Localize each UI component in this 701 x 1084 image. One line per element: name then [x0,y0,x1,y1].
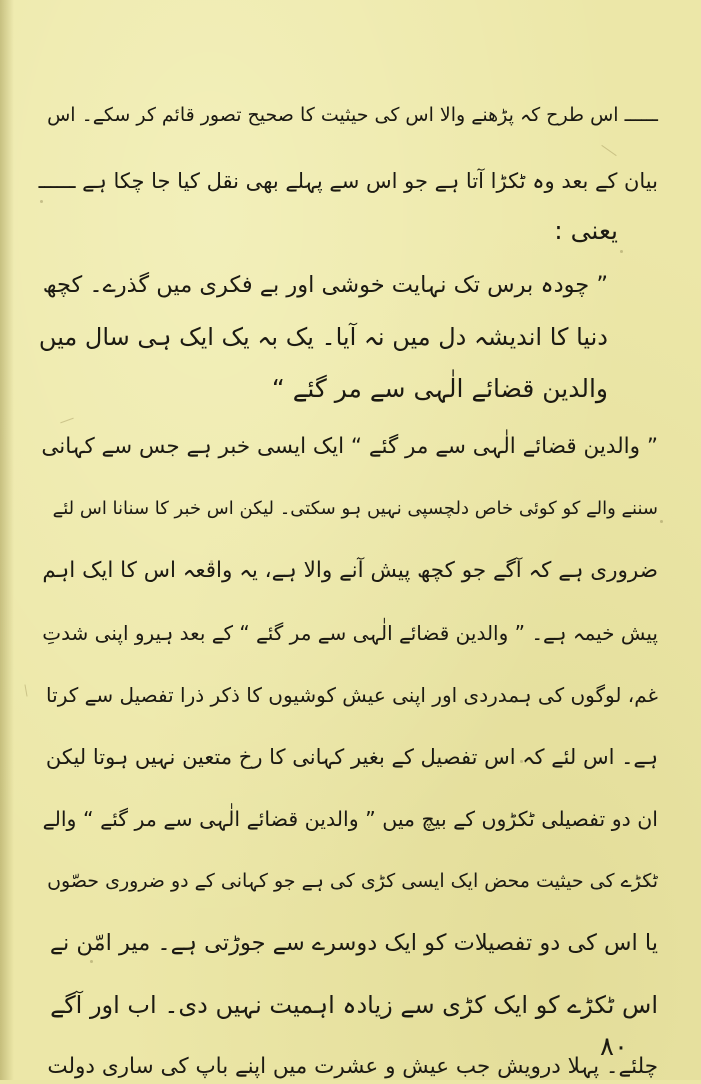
page-number: ۸۰ [600,1032,628,1062]
text-line: ٹکڑے کی حیثیت محض ایک ایسی کڑی کی ہے جو کہانی کے دو ضروری حصّوں [47,870,658,892]
text-line: چلئے۔ پہلا درویش جب عیش و عشرت میں اپنے باپ کی ساری دولت [47,1054,658,1079]
text-line: یا اس کی دو تفصیلات کو ایک دوسرے سے جوڑتی ہے۔ میر امّن نے [49,930,658,956]
text-line: ضروری ہے کہ آگے جو کچھ پیش آنے والا ہے، یہ واقعہ اس کا ایک اہم [42,558,658,583]
text-line: بیان کے بعد وہ ٹکڑا آتا ہے جو اس سے پہلے بھی نقل کیا جا چکا ہے ــــــ [38,169,658,193]
text-line: غم، لوگوں کی ہمدردی اور اپنی عیش کوشیوں کا ذکر ذرا تفصیل سے کرتا [46,683,658,707]
paper-speck [40,200,43,203]
paper-speck [90,960,93,963]
text-line: ان دو تفصیلی ٹکڑوں کے بیچ میں ” والدین قضائے الٰہی سے مر گئے “ والے [42,807,658,831]
quote-line: والدین قضائے الٰہی سے مر گئے “ [271,374,608,403]
paper-fiber [601,145,616,156]
paper-speck [620,250,623,253]
text-line: سننے والے کو کوئی خاص دلچسپی نہیں ہو سکتی۔ لیکن اس خبر کا سنانا اس لئے [52,498,658,519]
paper-speck [660,520,663,523]
text-line: ہے۔ اس لئے کہ اس تفصیل کے بغیر کہانی کا رخ متعین نہیں ہوتا لیکن [45,745,658,769]
page-binding-shadow [0,0,14,1080]
quote-line: دنیا کا اندیشہ دل میں نہ آیا۔ یک بہ یک ایک ہی سال میں [38,323,608,351]
text-line: اس ٹکڑے کو ایک کڑی سے زیادہ اہمیت نہیں دی۔ اب اور آگے [50,991,658,1019]
text-line: پیش خیمہ ہے۔ ” والدین قضائے الٰہی سے مر گئے “ کے بعد ہیرو اپنی شدتِ [42,621,658,645]
text-line: ” والدین قضائے الٰہی سے مر گئے “ ایک ایسی خبر ہے جس سے کہانی [41,434,658,459]
quote-line: ” چودہ برس تک نہایت خوشی اور بے فکری میں گذرے۔ کچھ [42,272,608,298]
text-line: یعنی : [554,216,618,245]
paper-fiber [60,418,73,424]
text-line: ــــــ اس طرح کہ پڑھنے والا اس کی حیثیت کا صحیح تصور قائم کر سکے۔ اس [47,104,658,126]
paper-fiber [24,685,27,697]
